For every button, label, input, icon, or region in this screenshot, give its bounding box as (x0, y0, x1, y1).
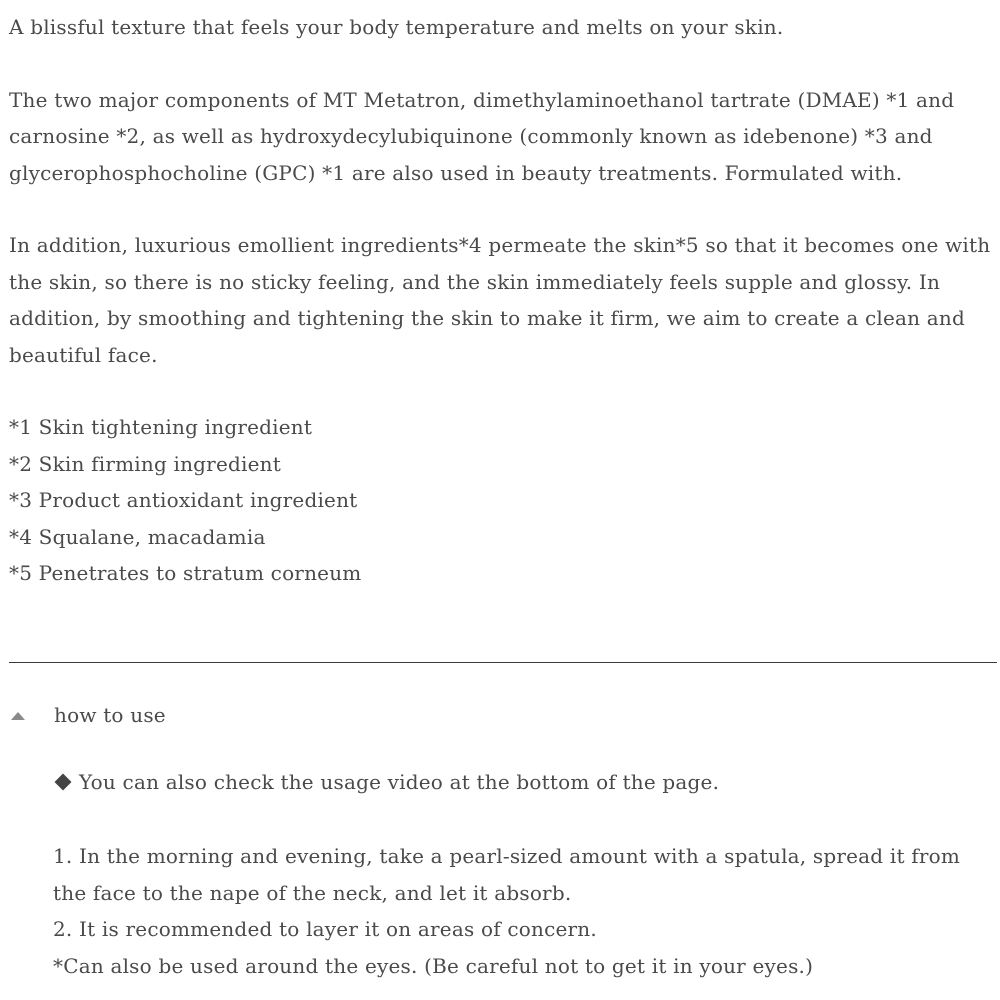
usage-steps (53, 838, 993, 984)
product-description (9, 9, 999, 592)
usage-step: 1. In the morning and evening, take a pearl-sized amount with a spatula, spread it from the face to the nape of the neck, and let it absorb. (53, 844, 961, 905)
usage-step: 2. It is recommended to layer it on areas of concern. (53, 917, 597, 941)
how-to-use-title: how to use (54, 703, 166, 727)
footnote-item: *3 Product antioxidant ingredient (9, 488, 358, 512)
footnote-item: *5 Penetrates to stratum corneum (9, 561, 362, 585)
components-paragraph: The two major components of MT Metatron, dimethylaminoethanol tartrate (DMAE) *1 and carnosine *2, as well as hydroxydecylubiquinone (commonly known as idebenone) *3 and glycerophosphocholine (GPC) *1 are also used in beauty treatments. Formulated with. (9, 87, 955, 185)
video-note (53, 764, 993, 800)
addition-paragraph: In addition, luxurious emollient ingredients*4 permeate the skin*5 so that it becomes one with the skin, so there is no sticky feeling, and the skin immediately feels supple and glossy. In addition, by smoothing and tightening the skin to make it firm, we aim to create a clean and beautiful face. (9, 233, 991, 367)
section-divider (9, 662, 997, 663)
diamond-bullet-icon (55, 774, 72, 791)
footnote-list (9, 409, 999, 592)
footnote-item: *1 Skin tightening ingredient (9, 415, 313, 439)
intro-paragraph: A blissful texture that feels your body temperature and melts on your skin. (9, 15, 784, 39)
how-to-use-panel (53, 764, 993, 984)
video-note-text: You can also check the usage video at the bottom of the page. (79, 770, 720, 794)
triangle-up-icon (11, 712, 25, 720)
usage-step: *Can also be used around the eyes. (Be careful not to get it in your eyes.) (53, 953, 814, 978)
footnote-item: *2 Skin firming ingredient (9, 451, 281, 476)
footnote-item: *4 Squalane, macadamia (9, 524, 266, 549)
how-to-use-toggle[interactable] (9, 697, 166, 733)
